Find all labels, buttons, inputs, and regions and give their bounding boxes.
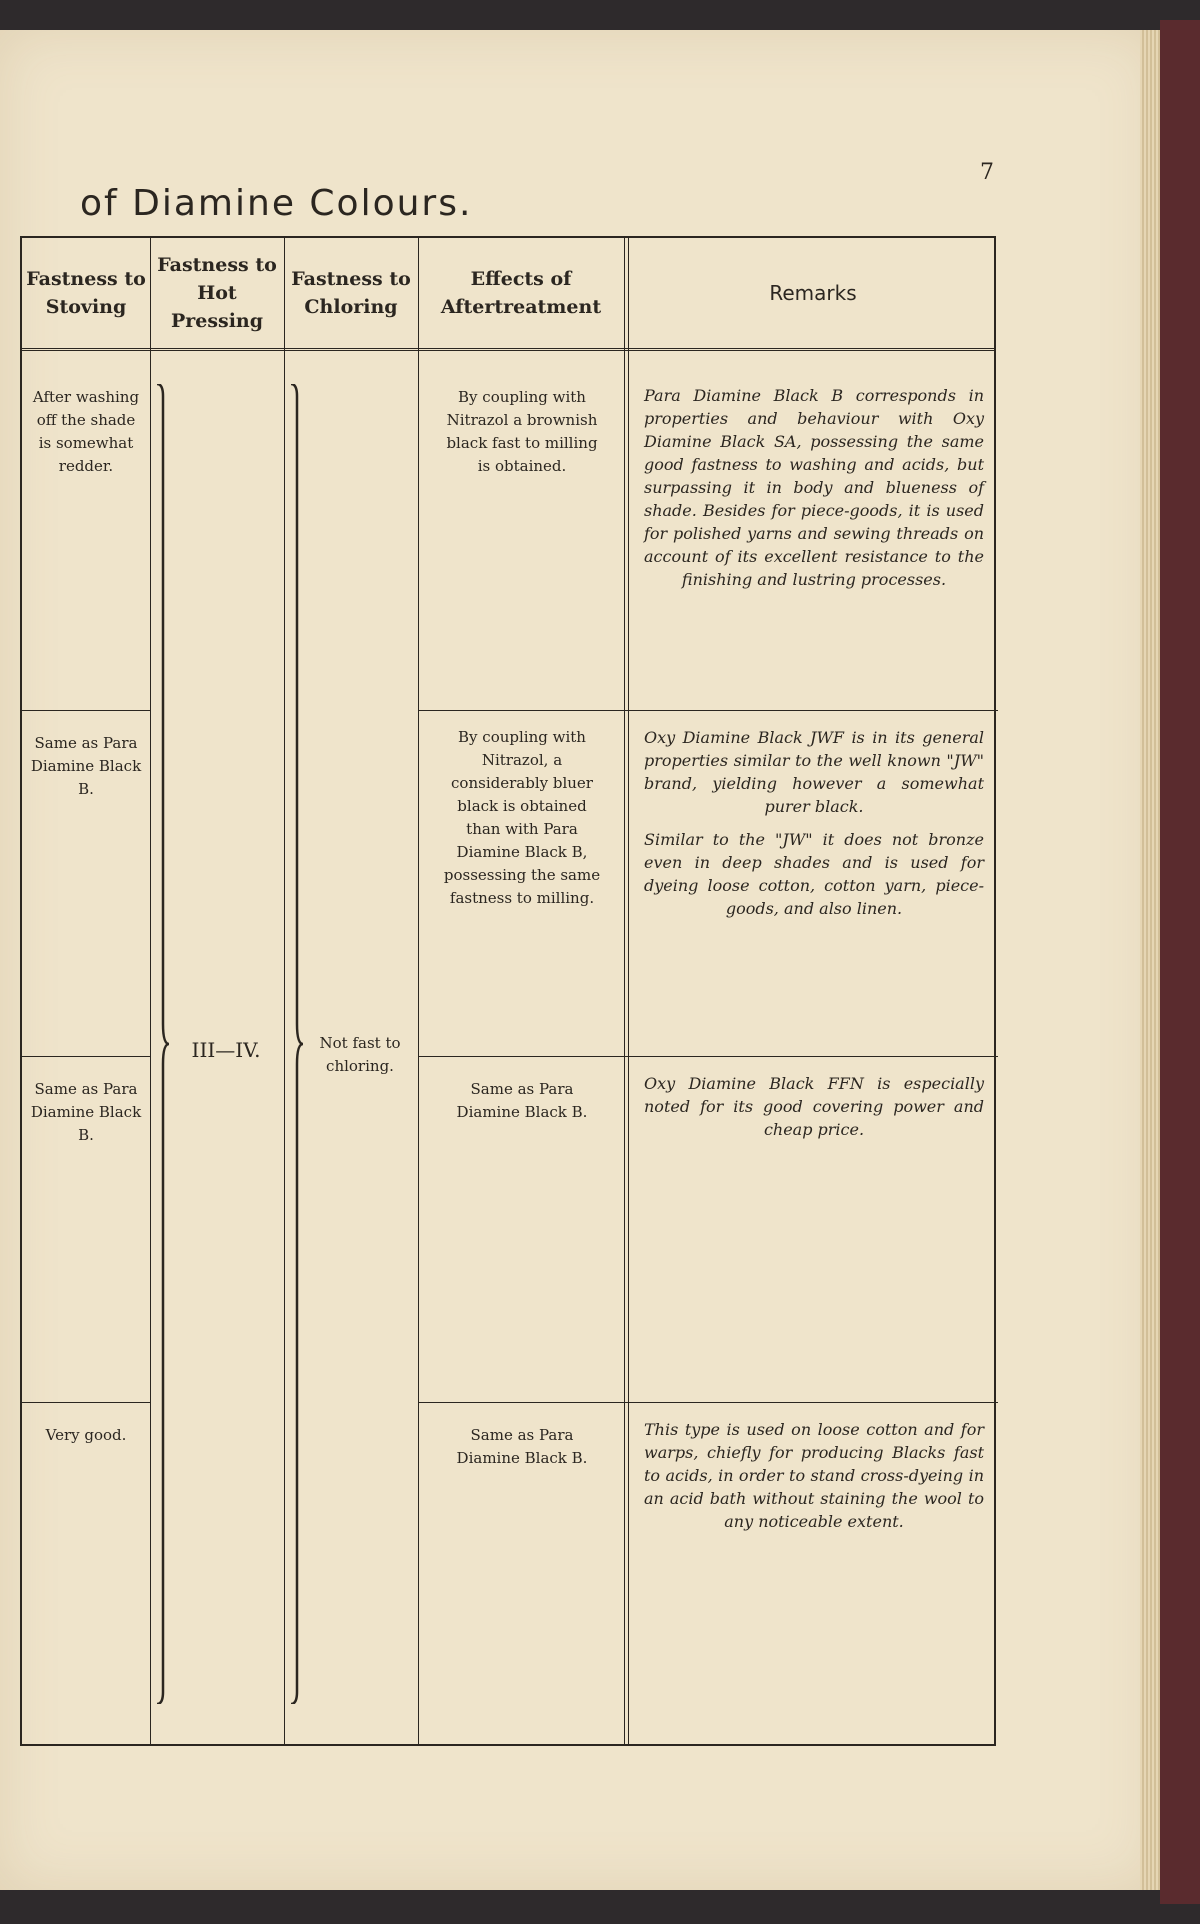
remarks-paragraph: Para Diamine Black B corresponds in properties and behaviour with Oxy Diamine Black SA, possessing the same good fastness to washing and acids, but surpassing it in body and blueness of shade. Besides for piece-goods, it is used for polished yarns and sewing threads on account of its excellent resistance to the finishing and lustring processes. — [644, 386, 984, 589]
row-divider — [418, 1402, 998, 1403]
brace-hot-pressing — [155, 384, 169, 1704]
aftertreatment-cell-1: By coupling with Nitrazol a brownish black fast to milling is obtained. — [446, 388, 598, 475]
column-divider — [624, 238, 625, 1744]
remarks-paragraph: This type is used on loose cotton and for warps, chiefly for producing Blacks fast to acids, in order to stand cross-dyeing in an acid bath without staining the wool to any noticeable extent. — [644, 1420, 984, 1531]
remarks-paragraph: Oxy Diamine Black FFN is especially noted for its good covering power and cheap price. — [644, 1074, 984, 1139]
row-divider — [418, 1056, 998, 1057]
header-stoving: Fastness to Stoving — [26, 268, 146, 318]
remarks-cell-1 — [634, 384, 994, 591]
properties-table — [20, 236, 996, 1746]
header-divider — [22, 348, 994, 351]
page-heading: of Diamine Colours. — [80, 183, 473, 224]
aftertreatment-cell-3: Same as Para Diamine Black B. — [456, 1080, 588, 1121]
column-divider — [418, 238, 419, 1744]
row-divider — [22, 1402, 150, 1403]
column-divider — [150, 238, 151, 1744]
remarks-cell-3 — [634, 1072, 994, 1141]
aftertreatment-cell-2: By coupling with Nitrazol, a considerably bluer black is obtained than with Para Diamine Black B, possessing the same fastness to milling. — [443, 728, 601, 907]
remarks-cell-2 — [634, 726, 994, 920]
stoving-cell-3: Same as Para Diamine Black B. — [30, 1080, 142, 1144]
page-stack-edge — [1140, 30, 1160, 1890]
remarks-cell-4 — [634, 1418, 994, 1533]
remarks-paragraph: Similar to the "JW" it does not bronze even in deep shades and is used for dyeing loose cotton, cotton yarn, piece-goods, and also linen. — [644, 830, 984, 918]
hot-pressing-value: III—IV. — [191, 1038, 261, 1062]
header-hot-pressing: Fastness to Hot Pressing — [157, 254, 277, 332]
header-chloring: Fastness to Chloring — [291, 268, 411, 318]
chloring-value: Not fast to chloring. — [319, 1034, 401, 1075]
stoving-cell-1: After washing off the shade is somewhat redder. — [32, 388, 140, 475]
stoving-cell-4: Very good. — [45, 1426, 127, 1444]
aftertreatment-cell-4: Same as Para Diamine Black B. — [456, 1426, 588, 1467]
page-number: 7 — [980, 160, 994, 185]
row-divider — [22, 710, 150, 711]
header-remarks: Remarks — [769, 281, 857, 305]
stoving-cell-2: Same as Para Diamine Black B. — [30, 734, 142, 798]
brace-chloring — [289, 384, 303, 1704]
remarks-paragraph: Oxy Diamine Black JWF is in its general properties similar to the well known "JW" brand, yielding however a somewhat purer black. — [644, 728, 984, 816]
row-divider — [418, 710, 998, 711]
book-cover-edge — [1160, 20, 1200, 1904]
header-aftertreatment: Effects of Aftertreatment — [440, 268, 602, 318]
row-divider — [22, 1056, 150, 1057]
column-divider — [284, 238, 285, 1744]
column-divider — [628, 238, 629, 1744]
